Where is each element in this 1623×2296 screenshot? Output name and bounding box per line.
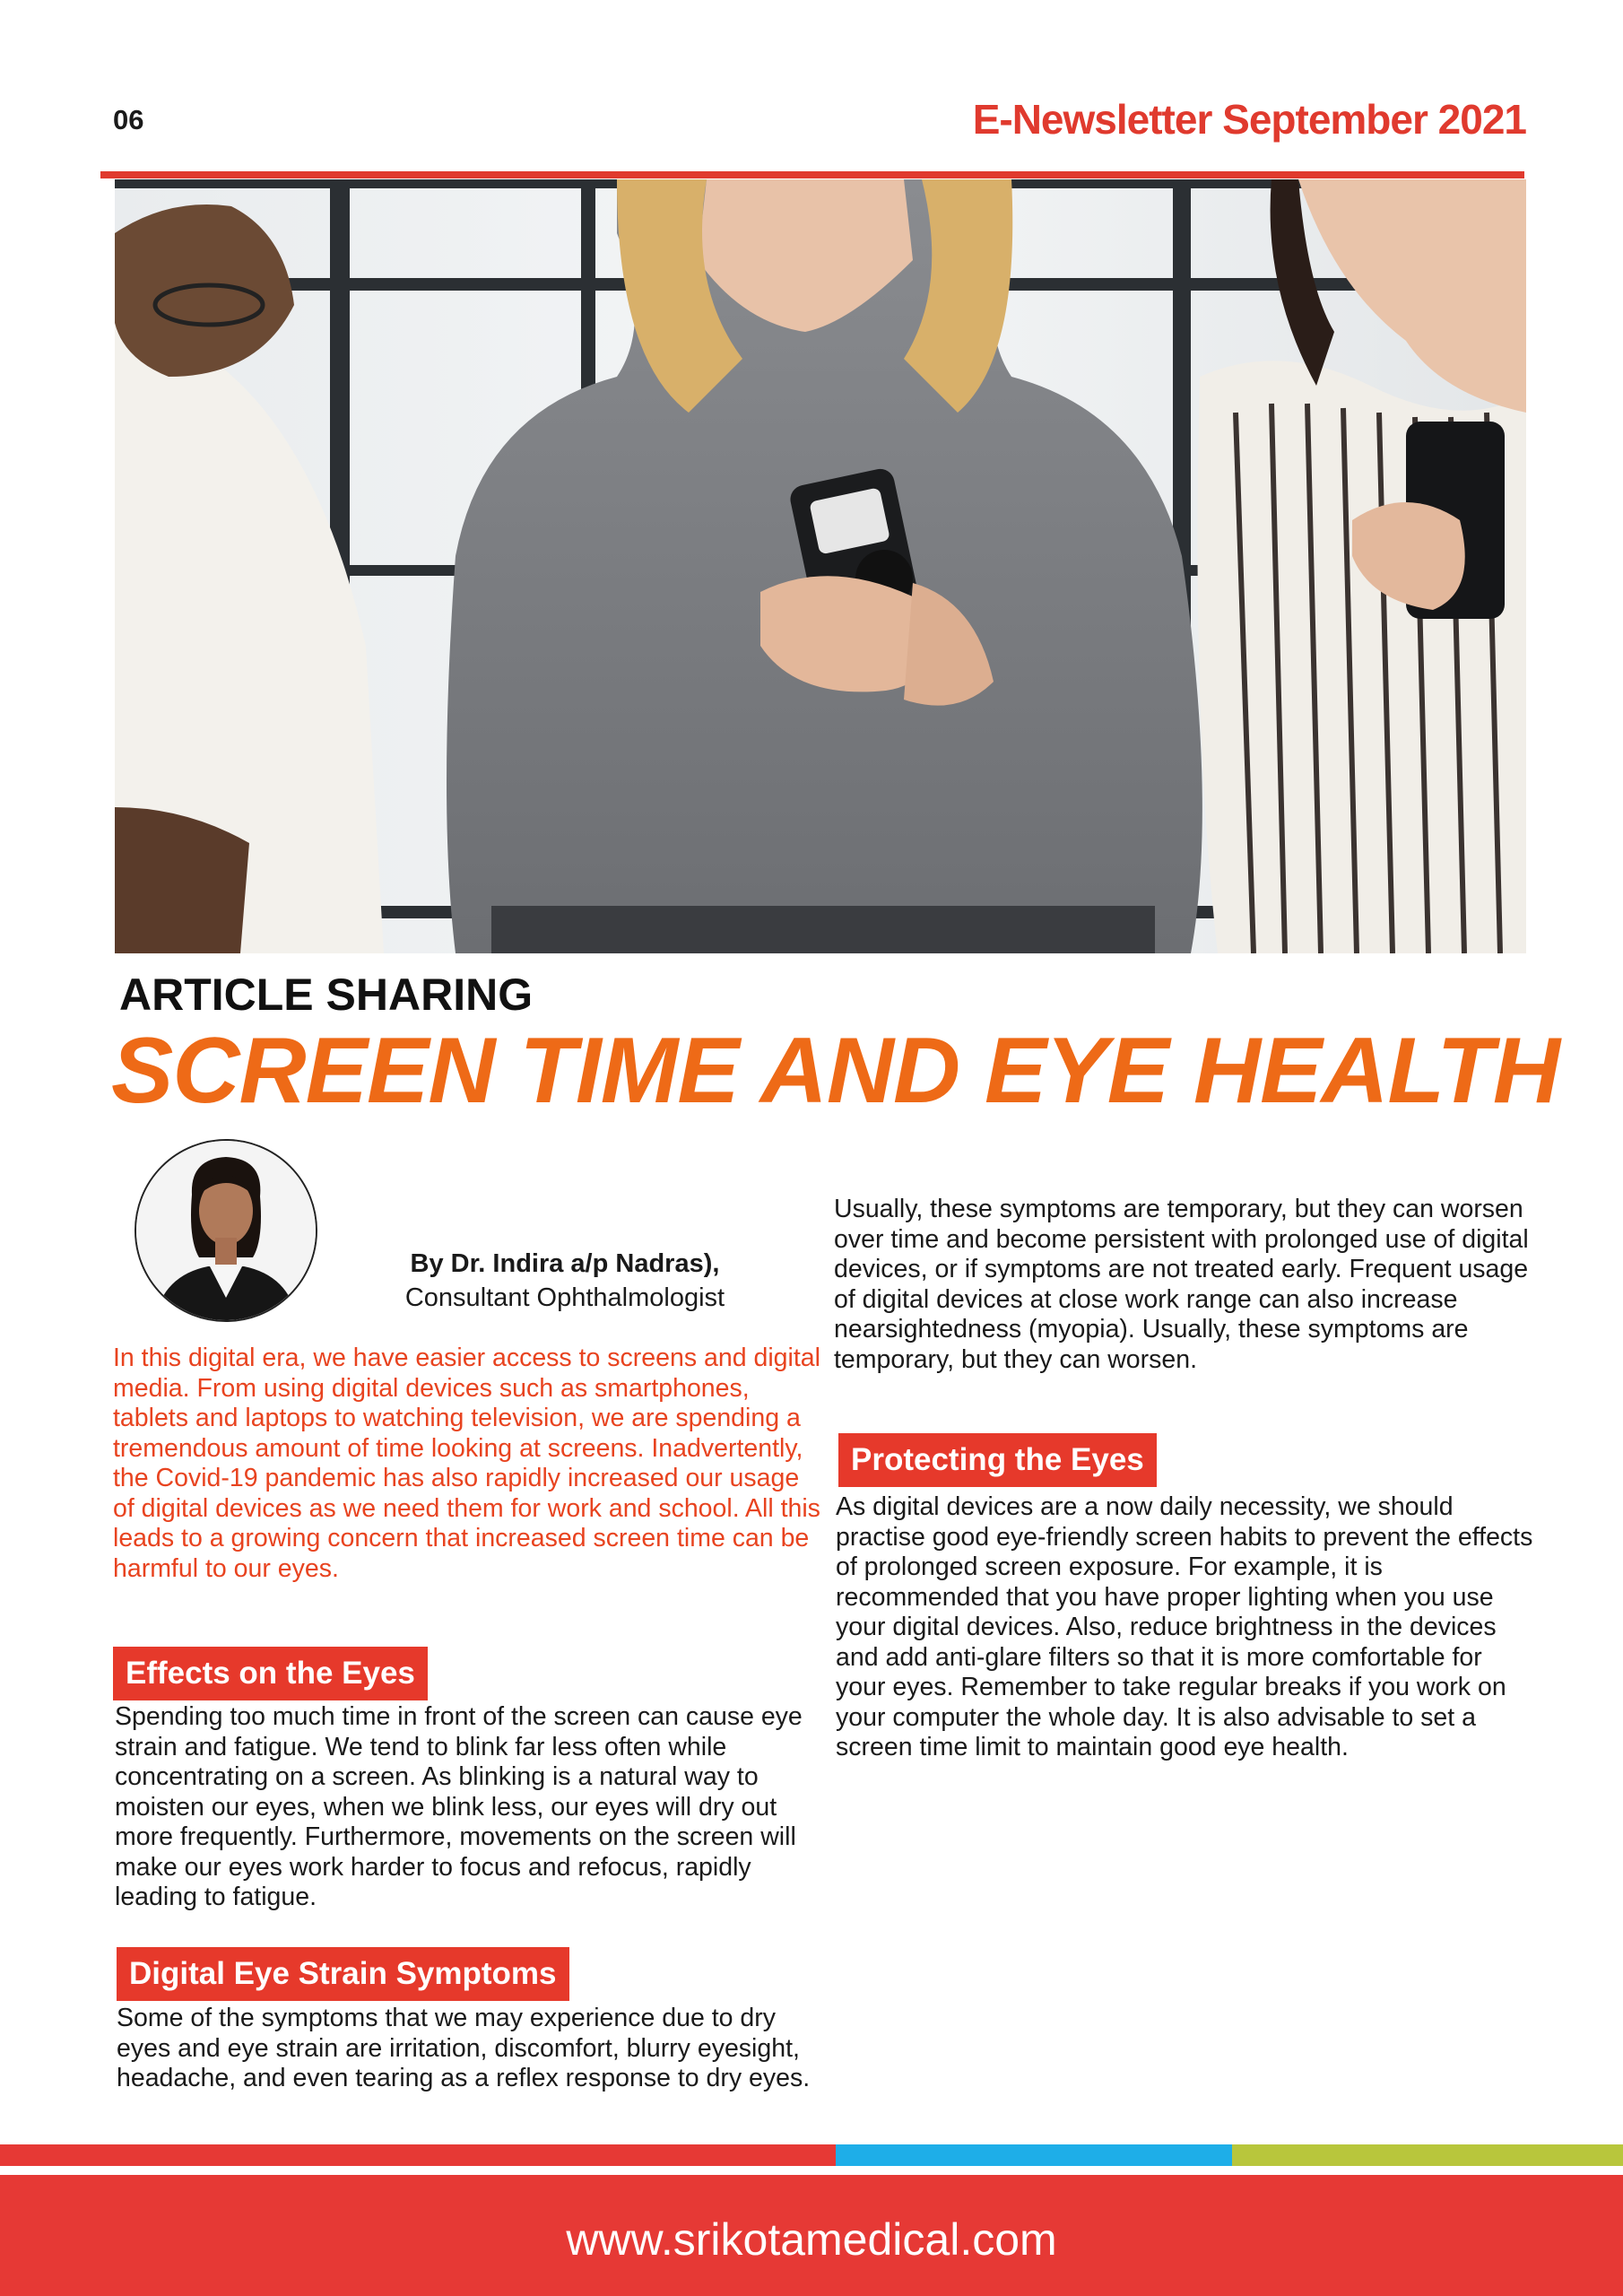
footer-stripe-green [1232, 2144, 1623, 2166]
page-number: 06 [113, 104, 144, 135]
protecting-paragraph: As digital devices are a now daily necessity, we should practise good eye-friendly screen habits to prevent the effects of prolonged screen exposure. For example, it is recommended that you have proper lighting when you use your digital devices. Also, reduce brightness in the devices and add anti-glare filters so that it is more comfortable for your eyes. Remember to take regular breaks if you work on your computer the whole day. It is also advisable to set a screen time limit to maintain good eye health. [836, 1492, 1533, 1761]
article-title: SCREEN TIME AND EYE HEALTH [111, 1019, 1559, 1123]
section-symptoms-body [117, 2004, 825, 2094]
article-intro [113, 1344, 821, 1584]
heading-effects-on-the-eyes: Effects on the Eyes [113, 1647, 428, 1700]
intro-paragraph: In this digital era, we have easier access to screens and digital media. From using digital devices such as smartphones, tablets and laptops to watching television, we are spending a tremendous amount of time looking at screens. Inadvertently, the Covid-19 pandemic has also rapidly increased our usage of digital devices as we need them for work and school. All this leads to a growing concern that increased screen time can be harmful to our eyes. [113, 1344, 820, 1583]
header-rule [100, 171, 1524, 178]
heading-protecting-the-eyes: Protecting the Eyes [838, 1433, 1157, 1487]
section-protecting-body [836, 1492, 1535, 1763]
article-kicker: ARTICLE SHARING [119, 970, 534, 1020]
footer-stripe-red [0, 2144, 836, 2166]
author-avatar [135, 1139, 317, 1322]
hero-photo-icon [115, 179, 1526, 953]
author-portrait-icon [136, 1141, 316, 1320]
section-symptoms-continued [834, 1195, 1533, 1375]
hero-photo [115, 179, 1526, 953]
symptoms-continued-paragraph: Usually, these symptoms are temporary, but they can worsen over time and become persistent with prolonged use of digital devices, or if symptoms are not treated early. Frequent usage of digital devices at close work range can also increase nearsightedness (myopia). Usually, these symptoms are temporary, but they can worsen. [834, 1195, 1529, 1374]
effects-paragraph: Spending too much time in front of the screen can cause eye strain and fatigue. We tend to blink far less often while concentrating on a screen. As blinking is a natural way to moisten our eyes, when we blink less, our eyes will dry out more frequently. Furthermore, movements on the screen will make our eyes work harder to focus and refocus, rapidly leading to fatigue. [115, 1702, 803, 1911]
author-byline [341, 1247, 789, 1315]
section-effects-body [115, 1702, 823, 1913]
heading-digital-eye-strain-symptoms: Digital Eye Strain Symptoms [117, 1947, 569, 2001]
newsletter-title: E-Newsletter September 2021 [972, 96, 1526, 143]
footer-stripe-blue [836, 2144, 1232, 2166]
symptoms-paragraph: Some of the symptoms that we may experience due to dry eyes and eye strain are irritation, discomfort, blurry eyesight, headache, and even tearing as a reflex response to dry eyes. [117, 2004, 811, 2092]
author-name: By Dr. Indira a/p Nadras), [410, 1249, 720, 1278]
author-role: Consultant Ophthalmologist [404, 1283, 725, 1312]
footer-website-link[interactable]: www.srikotamedical.com [566, 2214, 1057, 2265]
